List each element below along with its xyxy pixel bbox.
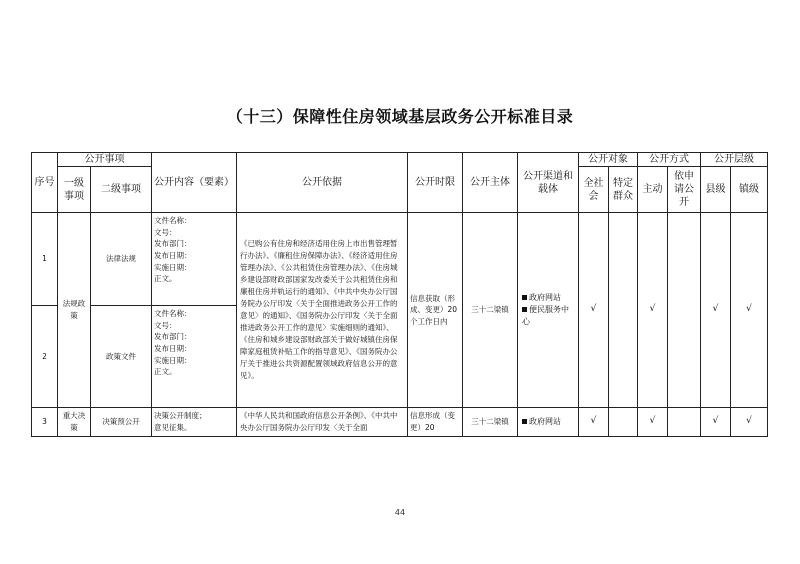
header-time-limit: 公开时限 <box>408 153 463 213</box>
header-level2: 二级事项 <box>91 167 152 213</box>
header-all-society: 全社会 <box>579 167 609 213</box>
content-field: 文件名称： <box>154 216 192 225</box>
header-county: 县级 <box>701 167 731 213</box>
mark-on-request <box>668 213 701 408</box>
basis-text: 《已购公有住房和经济适用住房上市出售管理暂行办法》、《廉租住房保障办法》、《经济适用住房管理办法》、《公共租赁住房管理办法》、《住房城乡建设部财政部国家发改委关于公共租赁住房和廉租住房并轨运行的通知》、《中共中央办公厅国务院办公厅印发〈关于全面推进政务公开工作的意见〉的通知》、《国务院办公厅印发〈关于全面推进政务公开工作的意见〉实施细则的通知》、《住房和城乡建设部财政部关于做好城镇住房保障家庭租赁补贴工作的指导意见》、《国务院办公厅关于推进公共资源配置领域政府信息公开的意见》。 <box>237 213 408 408</box>
content-field: 发布日期： <box>154 250 192 260</box>
square-bullet-icon <box>522 295 527 300</box>
header-town: 镇级 <box>731 167 768 213</box>
content-field: 意见征集。 <box>154 422 192 432</box>
content-field: 文件名称： <box>154 309 192 318</box>
mark-active: √ <box>638 213 668 408</box>
row-level1: 法规政策 <box>58 213 91 408</box>
row-level2: 政策文件 <box>91 306 152 408</box>
content-field: 发布部门： <box>154 239 192 249</box>
page-number: 44 <box>394 508 406 517</box>
channel-item: 便民服务中心 <box>522 305 569 326</box>
mark-specific-group <box>609 408 638 437</box>
channel-list <box>518 213 579 408</box>
header-level1: 一级事项 <box>58 167 91 213</box>
row-seq: 2 <box>32 306 58 408</box>
content-field: 正文。 <box>154 367 177 377</box>
header-content: 公开内容（要素） <box>152 153 237 213</box>
square-bullet-icon <box>522 419 527 424</box>
time-limit: 信息获取（形成、变更）20个工作日内 <box>408 213 463 408</box>
channel-list <box>518 408 579 437</box>
time-limit: 信息形成（变更）20 <box>408 408 463 437</box>
content-fields <box>152 306 237 408</box>
content-fields <box>152 408 237 437</box>
standard-catalog-table <box>31 152 768 437</box>
content-field: 发布部门： <box>154 332 192 342</box>
mark-county: √ <box>701 408 731 437</box>
channel-item: 政府网站 <box>522 292 576 304</box>
mark-town: √ <box>731 213 768 408</box>
channel-item: 政府网站 <box>522 416 576 428</box>
subject: 三十二梁镇 <box>463 408 518 437</box>
header-tier-group: 公开层级 <box>701 153 768 167</box>
subject: 三十二梁镇 <box>463 213 518 408</box>
header-subject: 公开主体 <box>463 153 518 213</box>
row-seq: 1 <box>32 213 58 306</box>
table-row <box>32 408 768 437</box>
header-row-1 <box>32 153 768 167</box>
page-title: （十三）保障性住房领域基层政务公开标准目录 <box>226 107 574 126</box>
row-seq: 3 <box>32 408 58 437</box>
square-bullet-icon <box>522 307 527 312</box>
header-on-request: 依申请公开 <box>668 167 701 213</box>
content-field: 正文。 <box>154 274 177 284</box>
mark-all-society: √ <box>579 213 609 408</box>
content-fields <box>152 213 237 306</box>
content-field: 文号： <box>154 320 177 330</box>
header-specific-group: 特定群众 <box>609 167 638 213</box>
content-field: 发布日期： <box>154 343 192 353</box>
header-active: 主动 <box>638 167 668 213</box>
header-object-group: 公开对象 <box>579 153 638 167</box>
header-seq: 序号 <box>32 153 58 213</box>
mark-on-request <box>668 408 701 437</box>
header-mode-group: 公开方式 <box>638 153 701 167</box>
header-matter-group: 公开事项 <box>58 153 152 167</box>
content-field: 实施日期： <box>154 355 192 365</box>
mark-active: √ <box>638 408 668 437</box>
content-field: 决策公开制度； <box>154 411 207 420</box>
row-level2: 决策预公开 <box>91 408 152 437</box>
mark-specific-group <box>609 213 638 408</box>
mark-all-society: √ <box>579 408 609 437</box>
content-field: 文号： <box>154 227 177 237</box>
table-row <box>32 213 768 306</box>
mark-town: √ <box>731 408 768 437</box>
row-level2: 法律法规 <box>91 213 152 306</box>
basis-text: 《中华人民共和国政府信息公开条例》、《中共中央办公厅国务院办公厅印发〈关于全面 <box>237 408 408 437</box>
header-channel: 公开渠道和载体 <box>518 153 579 213</box>
content-field: 实施日期： <box>154 262 192 272</box>
row-level1: 重大决策 <box>58 408 91 437</box>
mark-county: √ <box>701 213 731 408</box>
header-basis: 公开依据 <box>237 153 408 213</box>
